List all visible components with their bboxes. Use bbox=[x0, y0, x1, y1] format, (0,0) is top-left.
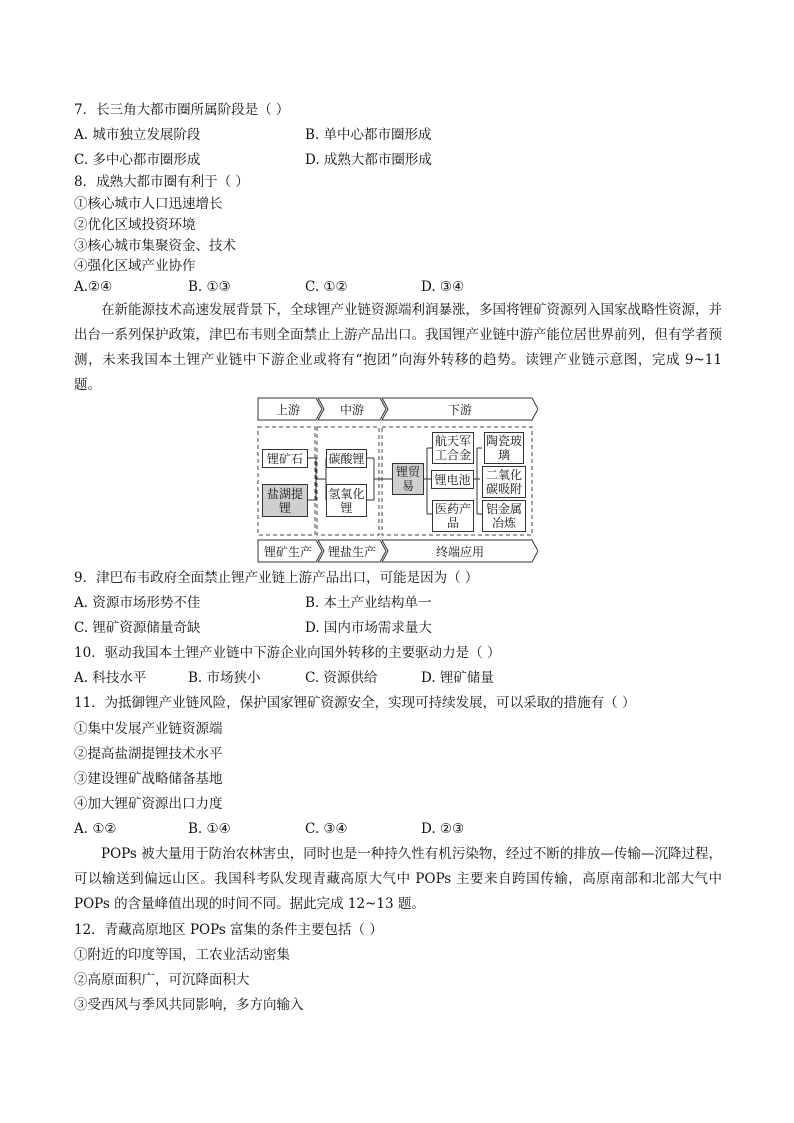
q12-item-2: ②高原面积广，可沉降面积大 bbox=[74, 972, 250, 988]
q12-stem: 12．青藏高原地区 POPs 富集的条件主要包括（ ） bbox=[74, 922, 383, 938]
q8-item-3: ③核心城市集聚资金、技术 bbox=[74, 238, 236, 254]
q10-option-b: B. 市场狭小 bbox=[188, 670, 261, 686]
node-pharma-products: 医药产品 bbox=[432, 500, 474, 532]
q11-item-4: ④加大锂矿资源出口力度 bbox=[74, 796, 223, 812]
q8-item-1: ①核心城市人口迅速增长 bbox=[74, 196, 223, 212]
passage-pops: POPs 被大量用于防治农林害虫，同时也是一种持久性有机污染物，经过不断的排放—传输—沉降过程，可以输送到偏远山区。我国科考队发现青藏高原大气中 POPs 主要来自跨国传输，高原南部和北部大气中 POPs 的含量峰值出现的时间不同。据此完成 12~13 题。 bbox=[74, 846, 722, 912]
node-lithium-hydroxide: 氢氧化锂 bbox=[326, 484, 367, 517]
node-aluminum-smelting: 铝金属冶炼 bbox=[482, 500, 526, 532]
q11-option-a: A. ①② bbox=[74, 821, 117, 837]
q10-option-c: C. 资源供给 bbox=[305, 670, 378, 686]
q8-option-b: B. ①③ bbox=[188, 279, 231, 295]
stage-terminal-use: 终端应用 bbox=[435, 544, 484, 559]
q8-option-a: A.②④ bbox=[74, 279, 113, 295]
q9-option-a: A. 资源市场形势不佳 bbox=[74, 595, 201, 611]
stage-salt-production: 锂盐生产 bbox=[327, 544, 376, 559]
lithium-chain-diagram bbox=[256, 396, 538, 566]
q11-option-c: C. ③④ bbox=[305, 821, 348, 837]
q12-item-3: ③受西风与季风共同影响，多方向输入 bbox=[74, 997, 304, 1013]
stage-ore-production: 锂矿生产 bbox=[263, 544, 312, 559]
node-lithium-ore: 锂矿石 bbox=[262, 449, 308, 468]
q11-item-1: ①集中发展产业链资源端 bbox=[74, 721, 223, 737]
q7-option-a: A. 城市独立发展阶段 bbox=[74, 127, 201, 143]
stage-downstream: 下游 bbox=[447, 402, 472, 417]
q7-option-c: C. 多中心都市圈形成 bbox=[74, 152, 201, 168]
q9-stem: 9．津巴布韦政府全面禁止锂产业链上游产品出口，可能是因为（ ） bbox=[74, 570, 479, 586]
q11-stem: 11．为抵御锂产业链风险，保护国家锂矿资源安全，实现可持续发展，可以采取的措施有（ ） bbox=[74, 695, 636, 711]
node-lithium-carbonate: 碳酸锂 bbox=[326, 449, 367, 468]
q7-stem: 7．长三角大都市圈所属阶段是（ ） bbox=[74, 102, 290, 118]
q7-option-b: B. 单中心都市圈形成 bbox=[305, 127, 432, 143]
stage-midstream: 中游 bbox=[339, 402, 364, 417]
q8-option-c: C. ①② bbox=[305, 279, 348, 295]
q8-stem: 8．成熟大都市圈有利于（ ） bbox=[74, 174, 249, 190]
q7-option-d: D. 成熟大都市圈形成 bbox=[305, 152, 432, 168]
q11-item-2: ②提高盐湖提锂技术水平 bbox=[74, 746, 223, 762]
q12-item-1: ①附近的印度等国，工农业活动密集 bbox=[74, 947, 290, 963]
q11-option-b: B. ①④ bbox=[188, 821, 231, 837]
q9-option-c: C. 锂矿资源储量奇缺 bbox=[74, 620, 201, 636]
node-lithium-trade: 锂贸易 bbox=[392, 463, 424, 495]
q10-stem: 10．驱动我国本土锂产业链中下游企业向国外转移的主要驱动力是（ ） bbox=[74, 645, 501, 661]
passage-lithium: 在新能源技术高速发展背景下，全球锂产业链资源端利润暴涨，多国将锂矿资源列入国家战略性资源，并出台一系列保护政策，津巴布韦则全面禁止上游产品出口。我国锂产业链中游产能位居世界前列，但有学者预测，未来我国本土锂产业链中下游企业或将有“抱团”向海外转移的趋势。读锂产业链示意图，完成 9~11 题。 bbox=[74, 302, 722, 393]
node-aerospace-alloy: 航天军工合金 bbox=[432, 432, 474, 464]
node-salt-lake-lithium: 盐湖提锂 bbox=[262, 484, 308, 517]
node-ceramic-glass: 陶瓷玻璃 bbox=[485, 434, 522, 462]
node-co2-adsorption: 二氧化碳吸附 bbox=[482, 466, 526, 498]
q10-option-a: A. 科技水平 bbox=[74, 670, 147, 686]
q8-option-d: D. ③④ bbox=[421, 279, 465, 295]
stage-upstream: 上游 bbox=[275, 402, 300, 417]
q9-option-b: B. 本土产业结构单一 bbox=[305, 595, 432, 611]
q8-item-4: ④强化区域产业协作 bbox=[74, 258, 196, 274]
q11-option-d: D. ②③ bbox=[421, 821, 465, 837]
node-lithium-battery: 锂电池 bbox=[431, 470, 474, 489]
q11-item-3: ③建设锂矿战略储备基地 bbox=[74, 771, 223, 787]
q10-option-d: D. 锂矿储量 bbox=[421, 670, 494, 686]
q8-item-2: ②优化区域投资环境 bbox=[74, 217, 196, 233]
q9-option-d: D. 国内市场需求量大 bbox=[305, 620, 432, 636]
